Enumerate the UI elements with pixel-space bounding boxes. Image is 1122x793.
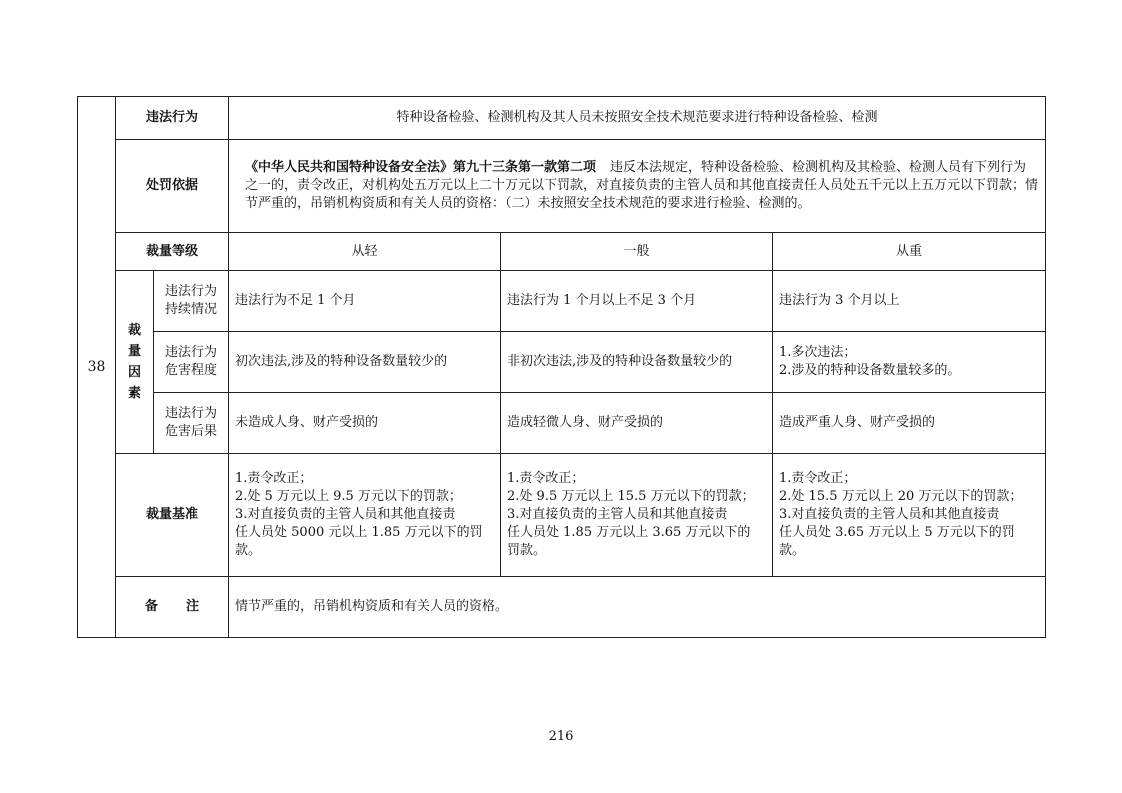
cell-line: 造成轻微人身、财产受损的 [507, 415, 664, 430]
harm-light [229, 332, 501, 393]
level-label: 裁量等级 [116, 233, 229, 271]
row-basis [78, 140, 1046, 233]
factor-label-line: 持续情况 [165, 302, 218, 317]
consequence-light [229, 393, 501, 454]
standard-label: 裁量基准 [116, 454, 229, 577]
level-normal: 一般 [501, 233, 773, 271]
cell-line: 任人员处 5000 元以上 1.85 万元以下的罚 [235, 525, 483, 540]
consequence-heavy [773, 393, 1046, 454]
row-factor-duration [78, 271, 1046, 332]
item-number: 38 [78, 97, 116, 638]
cell-line: 款。 [779, 543, 806, 558]
cell-line: 初次违法,涉及的特种设备数量较少的 [235, 354, 448, 369]
cell-line: 1.多次违法； [779, 345, 857, 360]
basis-law: 《中华人民共和国特种设备安全法》第九十三条第一款第二项 [245, 160, 597, 175]
cell-line: 任人员处 1.85 万元以上 3.65 万元以下的 [507, 525, 751, 540]
cell-line: 未造成人身、财产受损的 [235, 415, 379, 430]
violation-text: 特种设备检验、检测机构及其人员未按照安全技术规范要求进行特种设备检验、检测 [229, 97, 1046, 140]
duration-light [229, 271, 501, 332]
discretion-table [77, 96, 1046, 638]
factors-char: 素 [127, 386, 141, 401]
factor-label-line: 违法行为 [165, 406, 218, 421]
consequence-normal [501, 393, 773, 454]
remarks-text: 情节严重的，吊销机构资质和有关人员的资格。 [229, 577, 1046, 638]
factor-label-line: 违法行为 [165, 284, 218, 299]
row-violation [78, 97, 1046, 140]
duration-heavy [773, 271, 1046, 332]
factors-char: 因 [127, 365, 141, 380]
page-number: 216 [548, 729, 574, 744]
factor-duration-label [154, 271, 229, 332]
standard-normal [501, 454, 773, 577]
cell-line: 款。 [235, 543, 262, 558]
factors-label [116, 271, 154, 454]
row-standard [78, 454, 1046, 577]
duration-normal [501, 271, 773, 332]
standard-light [229, 454, 501, 577]
factor-label-line: 违法行为 [165, 345, 218, 360]
harm-normal [501, 332, 773, 393]
cell-line: 1.责令改正； [779, 471, 857, 486]
factor-label-line: 危害程度 [165, 363, 218, 378]
remarks-label-text: 备注 [145, 599, 228, 614]
cell-line: 2.处 15.5 万元以上 20 万元以下的罚款； [779, 489, 1023, 504]
cell-line: 2.处 9.5 万元以上 15.5 万元以下的罚款； [507, 489, 755, 504]
cell-line: 2.涉及的特种设备数量较多的。 [779, 363, 961, 378]
cell-line: 非初次违法,涉及的特种设备数量较少的 [507, 354, 733, 369]
cell-line: 违法行为 1 个月以上不足 3 个月 [507, 293, 697, 308]
factors-char: 裁 [127, 323, 141, 338]
row-remarks [78, 577, 1046, 638]
harm-heavy [773, 332, 1046, 393]
cell-line: 1.责令改正； [235, 471, 313, 486]
basis-cell [229, 140, 1046, 233]
cell-line: 违法行为 3 个月以上 [779, 293, 900, 308]
level-heavy: 从重 [773, 233, 1046, 271]
cell-line: 罚款。 [507, 543, 547, 558]
cell-line: 违法行为不足 1 个月 [235, 293, 356, 308]
row-factor-harm [78, 332, 1046, 393]
factor-consequence-label [154, 393, 229, 454]
row-factor-consequence [78, 393, 1046, 454]
factor-harm-label [154, 332, 229, 393]
factor-label-line: 危害后果 [165, 424, 218, 439]
row-level [78, 233, 1046, 271]
basis-label: 处罚依据 [116, 140, 229, 233]
remarks-label [116, 577, 229, 638]
violation-label: 违法行为 [116, 97, 229, 140]
cell-line: 3.对直接负责的主管人员和其他直接责 [779, 507, 1000, 522]
factors-char: 量 [127, 344, 141, 359]
cell-line: 1.责令改正； [507, 471, 585, 486]
standard-heavy [773, 454, 1046, 577]
cell-line: 造成严重人身、财产受损的 [779, 415, 936, 430]
cell-line: 2.处 5 万元以上 9.5 万元以下的罚款； [235, 489, 462, 504]
cell-line: 3.对直接负责的主管人员和其他直接责 [235, 507, 456, 522]
basis-text: 违反本法规定，特种设备检验、检测机构及其检验、检测人员有下列行为之一的，责令改正，对机构处五万元以上二十万元以下罚款，对直接负责的主管人员和其他直接责任人员处五千元以上五万元以下罚款；情节严重的，吊销机构资质和有关人员的资格：（二）未按照安全技术规范的要求进行检验、检测的。 [245, 160, 1039, 211]
cell-line: 任人员处 3.65 万元以上 5 万元以下的罚 [779, 525, 1015, 540]
level-light: 从轻 [229, 233, 501, 271]
cell-line: 3.对直接负责的主管人员和其他直接责 [507, 507, 728, 522]
